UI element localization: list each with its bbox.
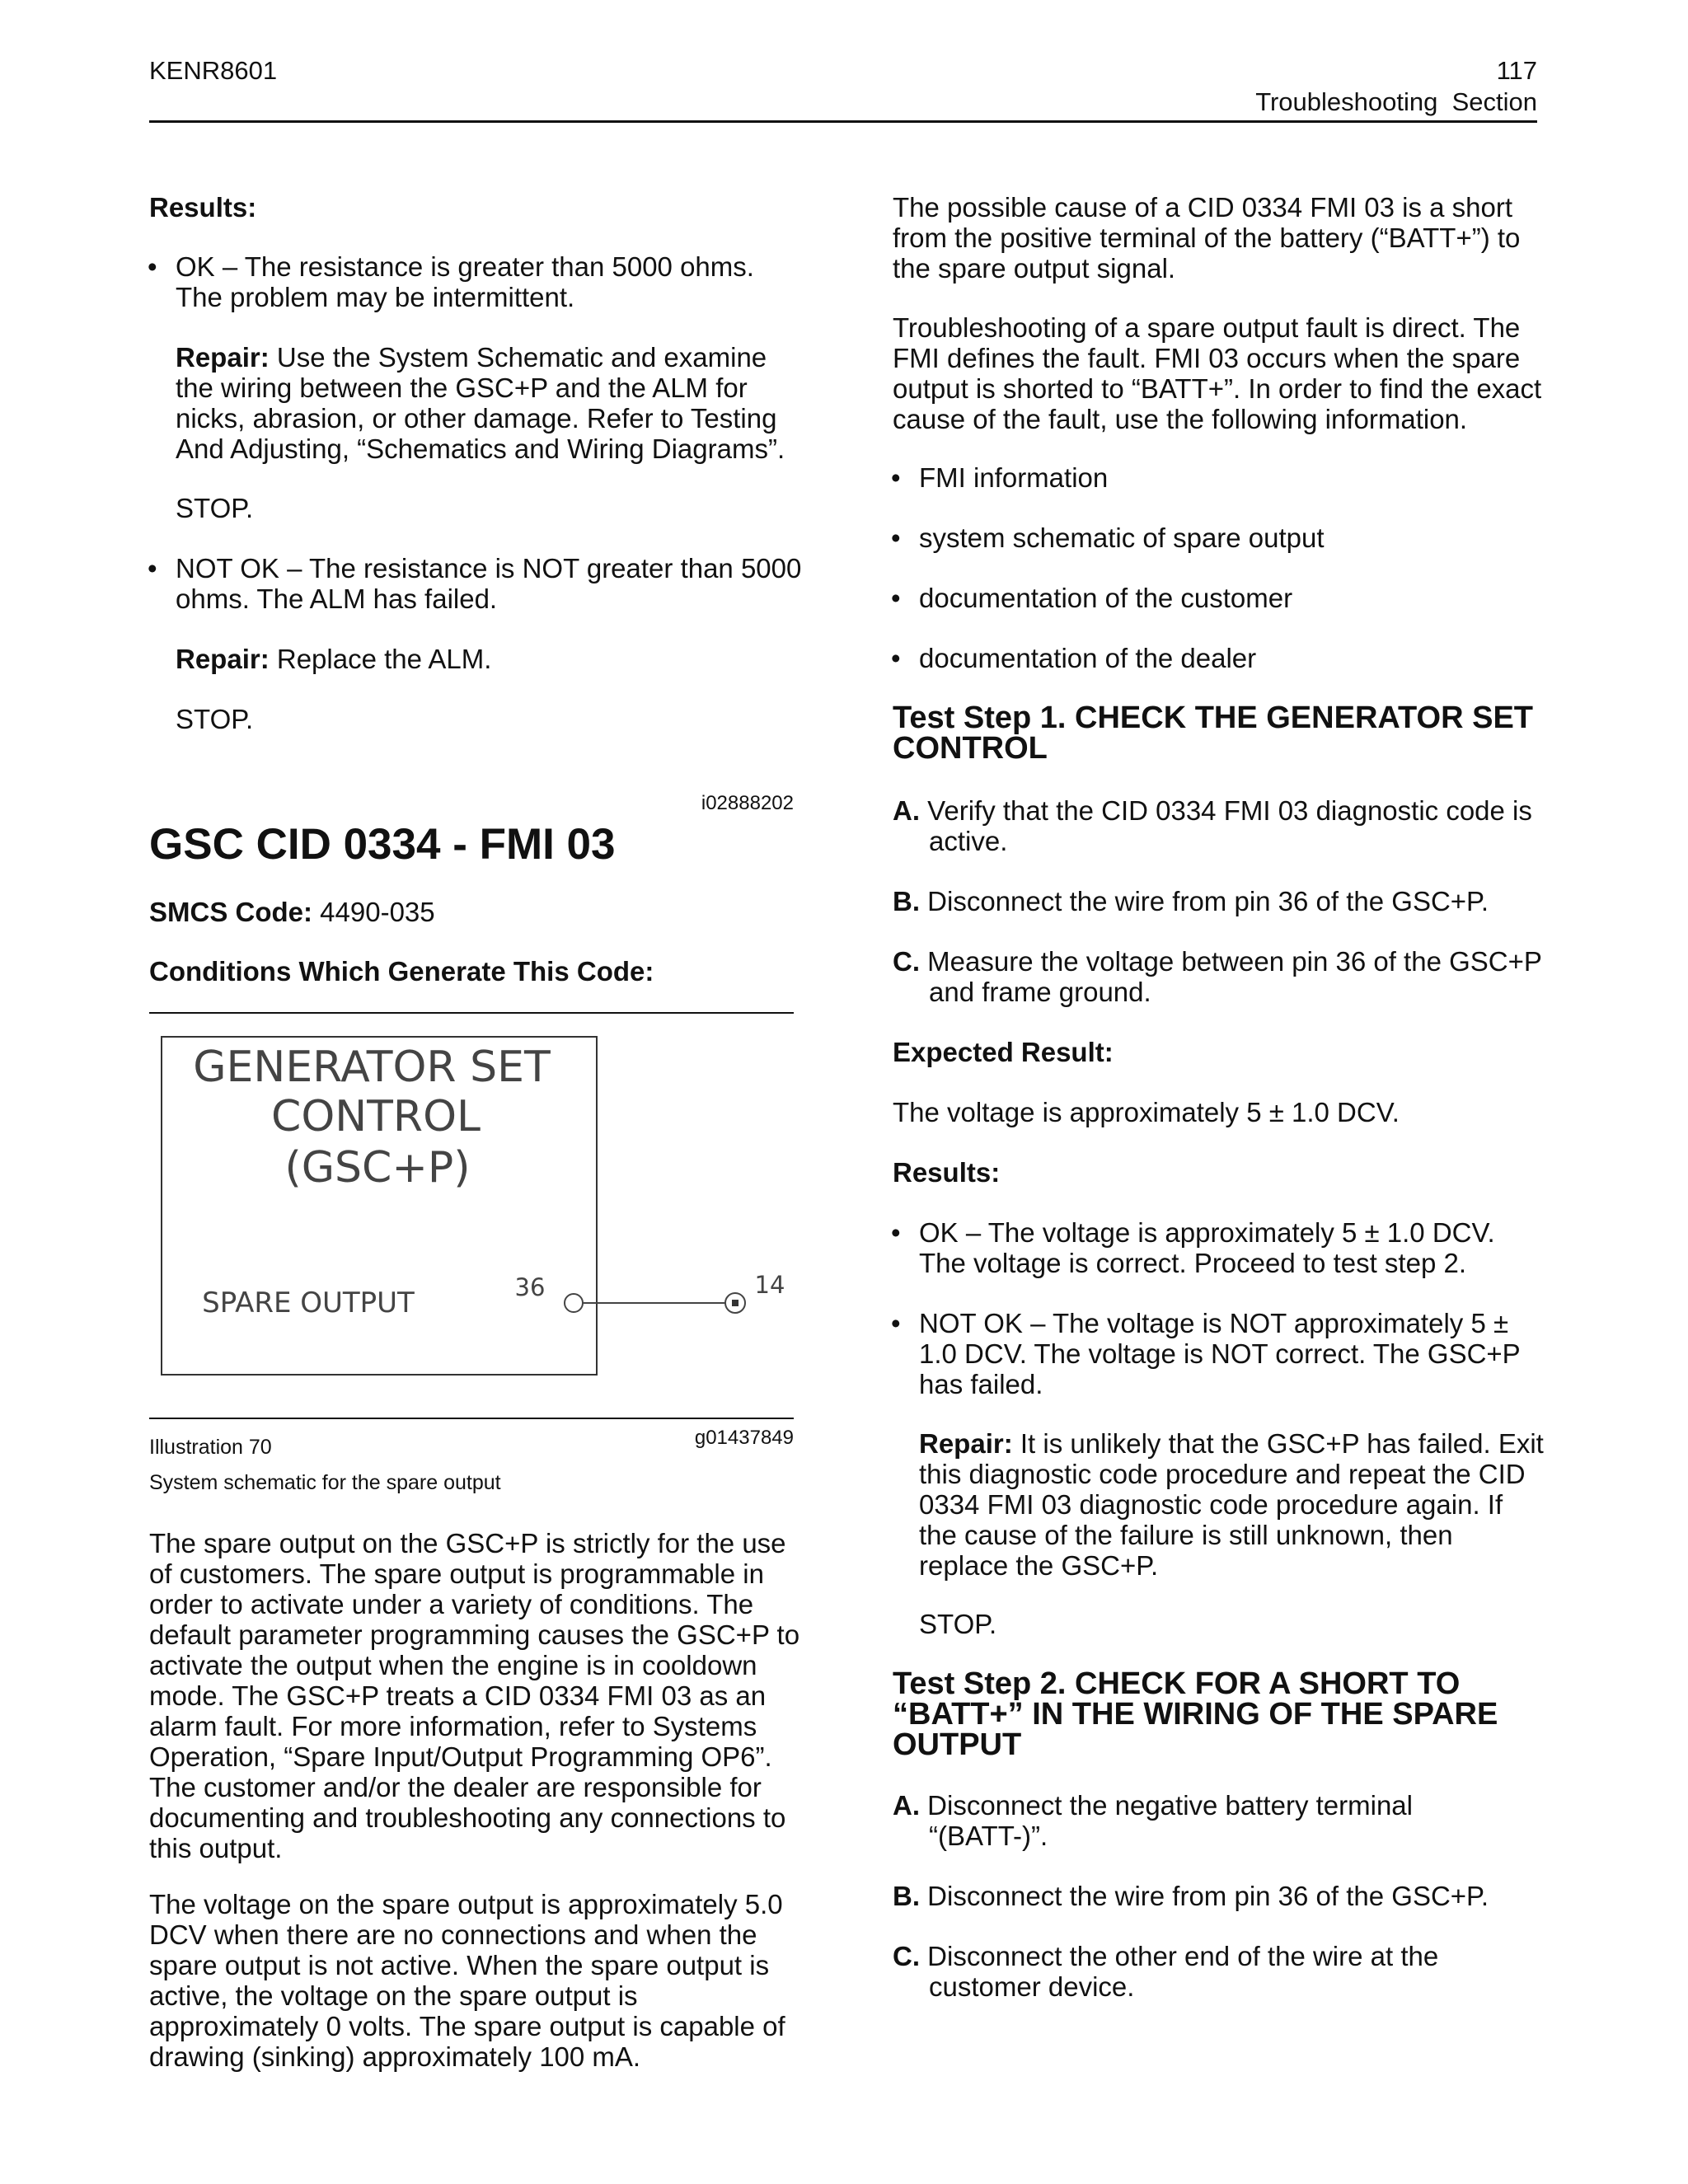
repair-label: Repair: xyxy=(176,342,270,373)
repair-label: Repair: xyxy=(176,644,270,674)
list-item xyxy=(891,1308,1545,1399)
step-text: Disconnect the wire from pin 36 of the GSC+P. xyxy=(920,886,1489,916)
results-heading: Results: xyxy=(893,1157,1001,1188)
result-not-ok-text: NOT OK – The voltage is NOT approximately 5 ± 1.0 DCV. The voltage is NOT correct. The GSC+P has failed. xyxy=(919,1308,1521,1399)
page-title: GSC CID 0334 - FMI 03 xyxy=(149,820,616,869)
spare-output-schematic xyxy=(149,1030,800,1385)
illustration-caption: System schematic for the spare output xyxy=(149,1471,501,1494)
list-item xyxy=(148,553,802,614)
step-b xyxy=(893,886,1572,916)
body-paragraph: Troubleshooting of a spare output fault is direct. The FMI defines the fault. FMI 03 occurs when the spare output is shorted to “BATT+”. In order to find the exact cause of the fault, use the following information. xyxy=(893,312,1542,434)
schematic-label-line2: CONTROL xyxy=(271,1092,481,1141)
repair-text: It is unlikely that the GSC+P has failed. Exit this diagnostic code procedure and repeat the CID 0334 FMI 03 diagnostic code procedure again. If the cause of the failure is still unknown, then replace the GSC+P. xyxy=(919,1428,1544,1581)
expected-result-heading: Expected Result: xyxy=(893,1037,1114,1067)
repair-paragraph xyxy=(176,644,802,674)
stop-text: STOP. xyxy=(176,493,254,523)
step-c xyxy=(893,946,1572,1007)
repair-paragraph xyxy=(919,1428,1545,1581)
step-label: C. xyxy=(893,1941,920,1971)
terminal-dot xyxy=(732,1300,738,1306)
step-c xyxy=(893,1941,1522,2002)
pin-number: 36 xyxy=(514,1273,546,1301)
pin-connector xyxy=(565,1294,583,1312)
result-not-ok-text: NOT OK – The resistance is NOT greater than 5000 ohms. The ALM has failed. xyxy=(176,553,802,614)
list-item-text: system schematic of spare output xyxy=(919,523,1325,553)
list-item-text: documentation of the dealer xyxy=(919,643,1257,673)
bullet: • xyxy=(891,1308,901,1338)
schematic-label-line1: GENERATOR SET xyxy=(193,1043,551,1092)
repair-label: Repair: xyxy=(919,1428,1013,1459)
result-ok-text: OK – The voltage is approximately 5 ± 1.0 DCV. The voltage is correct. Proceed to test step 2. xyxy=(919,1217,1495,1278)
bullet: • xyxy=(891,643,901,673)
body-paragraph: The voltage on the spare output is approximately 5.0 DCV when there are no connections and when the spare output is not active. When the spare output is active, the voltage on the spare output is approximately 0 volts. The spare output is capable of drawing (sinking) approximately 100 mA. xyxy=(149,1889,785,2072)
bullet: • xyxy=(148,553,157,583)
header-rule xyxy=(149,120,1537,123)
result-ok-text: OK – The resistance is greater than 5000 ohms. The problem may be intermittent. xyxy=(176,251,754,312)
step-text: Disconnect the wire from pin 36 of the GSC+P. xyxy=(920,1881,1489,1911)
terminal-number: 14 xyxy=(754,1271,785,1299)
repair-text: Use the System Schematic and examine the wiring between the GSC+P and the ALM for nicks, abrasion, or other damage. Refer to Testing And Adjusting, “Schematics and Wiring Diagrams”. xyxy=(176,342,785,464)
spare-output-label: SPARE OUTPUT xyxy=(202,1286,415,1319)
list-item xyxy=(891,462,1109,493)
step-text: Disconnect the negative battery terminal “(BATT-)”. xyxy=(920,1790,1413,1851)
list-item xyxy=(891,1217,1545,1278)
repair-text: Replace the ALM. xyxy=(269,644,492,674)
step-text: Measure the voltage between pin 36 of the GSC+P and frame ground. xyxy=(920,946,1542,1007)
list-item xyxy=(891,523,1325,553)
list-item-text: FMI information xyxy=(919,462,1109,493)
bullet: • xyxy=(891,1217,901,1248)
illustration-top-rule xyxy=(149,1012,794,1014)
reference-id: i02888202 xyxy=(701,792,794,814)
section-title: Troubleshooting Section xyxy=(1255,87,1537,116)
page-number: 117 xyxy=(1496,56,1537,85)
bullet: • xyxy=(891,523,901,553)
test-step-1-heading: Test Step 1. CHECK THE GENERATOR SET CONTROL xyxy=(893,701,1533,766)
conditions-heading: Conditions Which Generate This Code: xyxy=(149,956,654,987)
list-item xyxy=(891,583,1293,613)
repair-paragraph xyxy=(176,342,802,464)
step-text: Disconnect the other end of the wire at the customer device. xyxy=(920,1941,1439,2002)
body-paragraph: The spare output on the GSC+P is strictly for the use of customers. The spare output is programmable in order to activate under a variety of conditions. The default parameter programming causes the GSC+P to activate the output when the engine is in cooldown mode. The GSC+P treats a CID 0334 FMI 03 as an alarm fault. For more information, refer to Systems Operation, “Spare Input/Output Programming OP6”. The customer and/or the dealer are responsible for documenting and troubleshooting any connections to this output. xyxy=(149,1528,800,1863)
list-item-text: documentation of the customer xyxy=(919,583,1293,613)
step-label: B. xyxy=(893,886,920,916)
document-id: KENR8601 xyxy=(149,56,278,85)
smcs-label: SMCS Code: xyxy=(149,897,312,927)
schematic-label-line3: (GSC+P) xyxy=(284,1143,471,1193)
body-paragraph: The possible cause of a CID 0334 FMI 03 is a short from the positive terminal of the battery (“BATT+”) to the spare output signal. xyxy=(893,192,1521,284)
step-a xyxy=(893,795,1572,856)
list-item xyxy=(891,643,1257,673)
smcs-code xyxy=(149,897,435,927)
test-step-2-heading: Test Step 2. CHECK FOR A SHORT TO “BATT+” IN THE WIRING OF THE SPARE OUTPUT xyxy=(893,1666,1498,1762)
bullet: • xyxy=(891,583,901,613)
list-item xyxy=(148,251,802,312)
results-heading: Results: xyxy=(149,192,257,223)
step-a xyxy=(893,1790,1522,1851)
illustration-id: g01437849 xyxy=(694,1427,794,1449)
step-label: B. xyxy=(893,1881,920,1911)
smcs-value: 4490-035 xyxy=(312,897,435,927)
step-label: A. xyxy=(893,795,920,826)
illustration-label: Illustration 70 xyxy=(149,1436,272,1459)
bullet: • xyxy=(891,462,901,493)
stop-text: STOP. xyxy=(176,704,254,734)
step-text: Verify that the CID 0334 FMI 03 diagnostic code is active. xyxy=(920,795,1532,856)
step-label: A. xyxy=(893,1790,920,1821)
bullet: • xyxy=(148,251,157,282)
expected-result-text: The voltage is approximately 5 ± 1.0 DCV. xyxy=(893,1097,1400,1127)
step-b xyxy=(893,1881,1572,1911)
step-label: C. xyxy=(893,946,920,977)
illustration-bottom-rule xyxy=(149,1418,794,1419)
stop-text: STOP. xyxy=(919,1609,997,1639)
